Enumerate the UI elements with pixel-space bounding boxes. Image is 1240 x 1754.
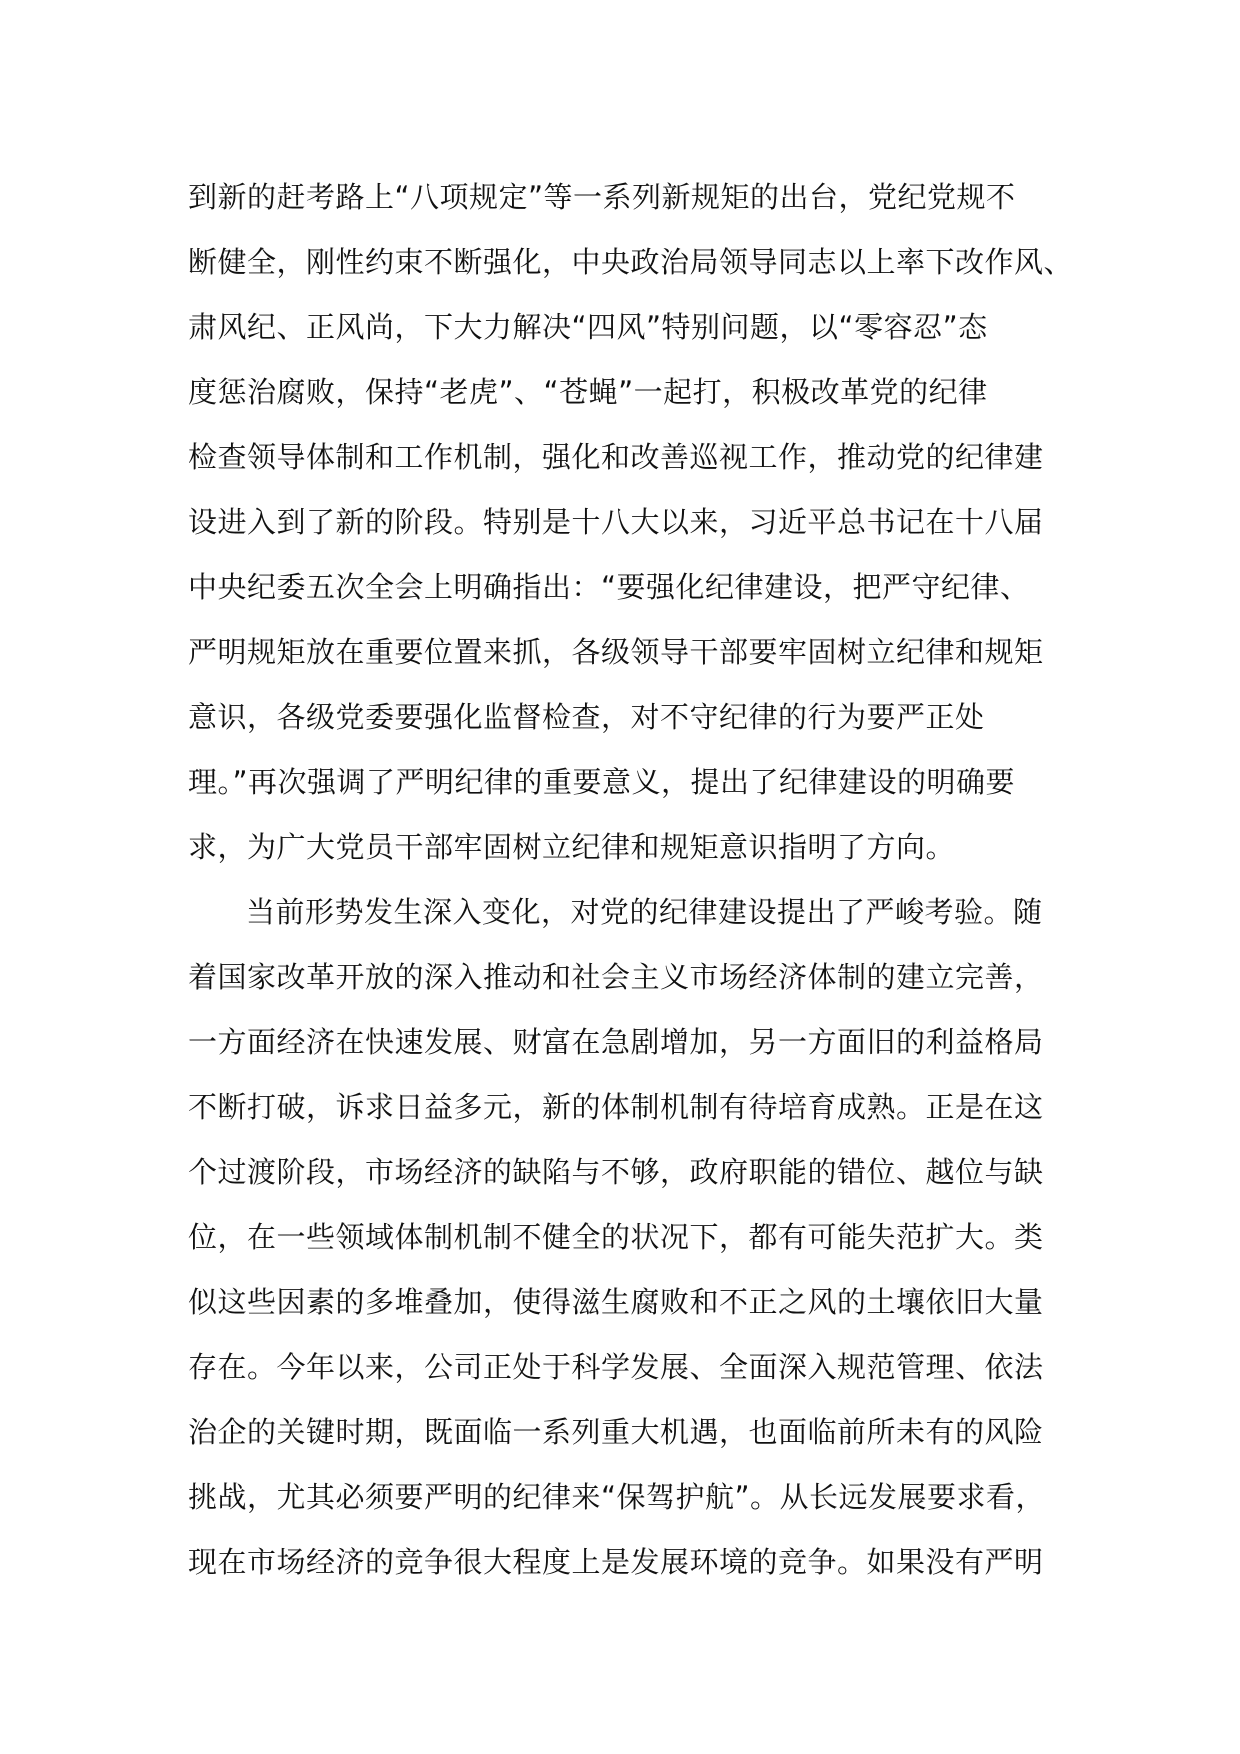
paragraph-1 [188,165,1088,880]
text-line: 似这些因素的多堆叠加，使得滋生腐败和不正之风的土壤依旧大量 [188,1285,1044,1319]
text-line: 肃风纪、正风尚，下大力解决“四风”特别问题，以“零容忍”态 [188,310,988,344]
text-line: 治企的关键时期，既面临一系列重大机遇，也面临前所未有的风险 [188,1415,1044,1449]
text-line: 到新的赶考路上“八项规定”等一系列新规矩的出台，党纪党规不 [188,180,1016,214]
text-line: 检查领导体制和工作机制，强化和改善巡视工作，推动党的纪律建 [188,440,1044,474]
text-line: 着国家改革开放的深入推动和社会主义市场经济体制的建立完善， [188,960,1044,994]
text-line: 挑战，尤其必须要严明的纪律来“保驾护航”。从长远发展要求看， [188,1480,1046,1514]
text-line: 存在。今年以来，公司正处于科学发展、全面深入规范管理、依法 [188,1350,1044,1384]
text-line: 一方面经济在快速发展、财富在急剧增加，另一方面旧的利益格局 [188,1025,1044,1059]
text-line: 中央纪委五次全会上明确指出：“要强化纪律建设，把严守纪律、 [188,570,1030,604]
paragraph-2 [188,880,1088,1595]
text-line: 位，在一些领域体制机制不健全的状况下，都有可能失范扩大。类 [188,1220,1044,1254]
text-line: 设进入到了新的阶段。特别是十八大以来，习近平总书记在十八届 [188,505,1044,539]
text-line: 严明规矩放在重要位置来抓，各级领导干部要牢固树立纪律和规矩 [188,635,1044,669]
text-line: 个过渡阶段，市场经济的缺陷与不够，政府职能的错位、越位与缺 [188,1155,1044,1189]
text-line: 意识，各级党委要强化监督检查，对不守纪律的行为要严正处 [188,700,985,734]
text-line: 不断打破，诉求日益多元，新的体制机制有待培育成熟。正是在这 [188,1090,1044,1124]
text-line: 现在市场经济的竞争很大程度上是发展环境的竞争。如果没有严明 [188,1545,1044,1579]
text-line: 理。”再次强调了严明纪律的重要意义，提出了纪律建设的明确要 [188,765,1016,799]
body-text [188,165,1088,1595]
text-line: 求，为广大党员干部牢固树立纪律和规矩意识指明了方向。 [188,830,956,864]
text-line: 当前形势发生深入变化，对党的纪律建设提出了严峻考验。随 [246,895,1043,929]
text-line: 断健全，刚性约束不断强化，中央政治局领导同志以上率下改作风、 [188,245,1074,279]
text-line: 度惩治腐败，保持“老虎”、“苍蝇”一起打，积极改革党的纪律 [188,375,988,409]
